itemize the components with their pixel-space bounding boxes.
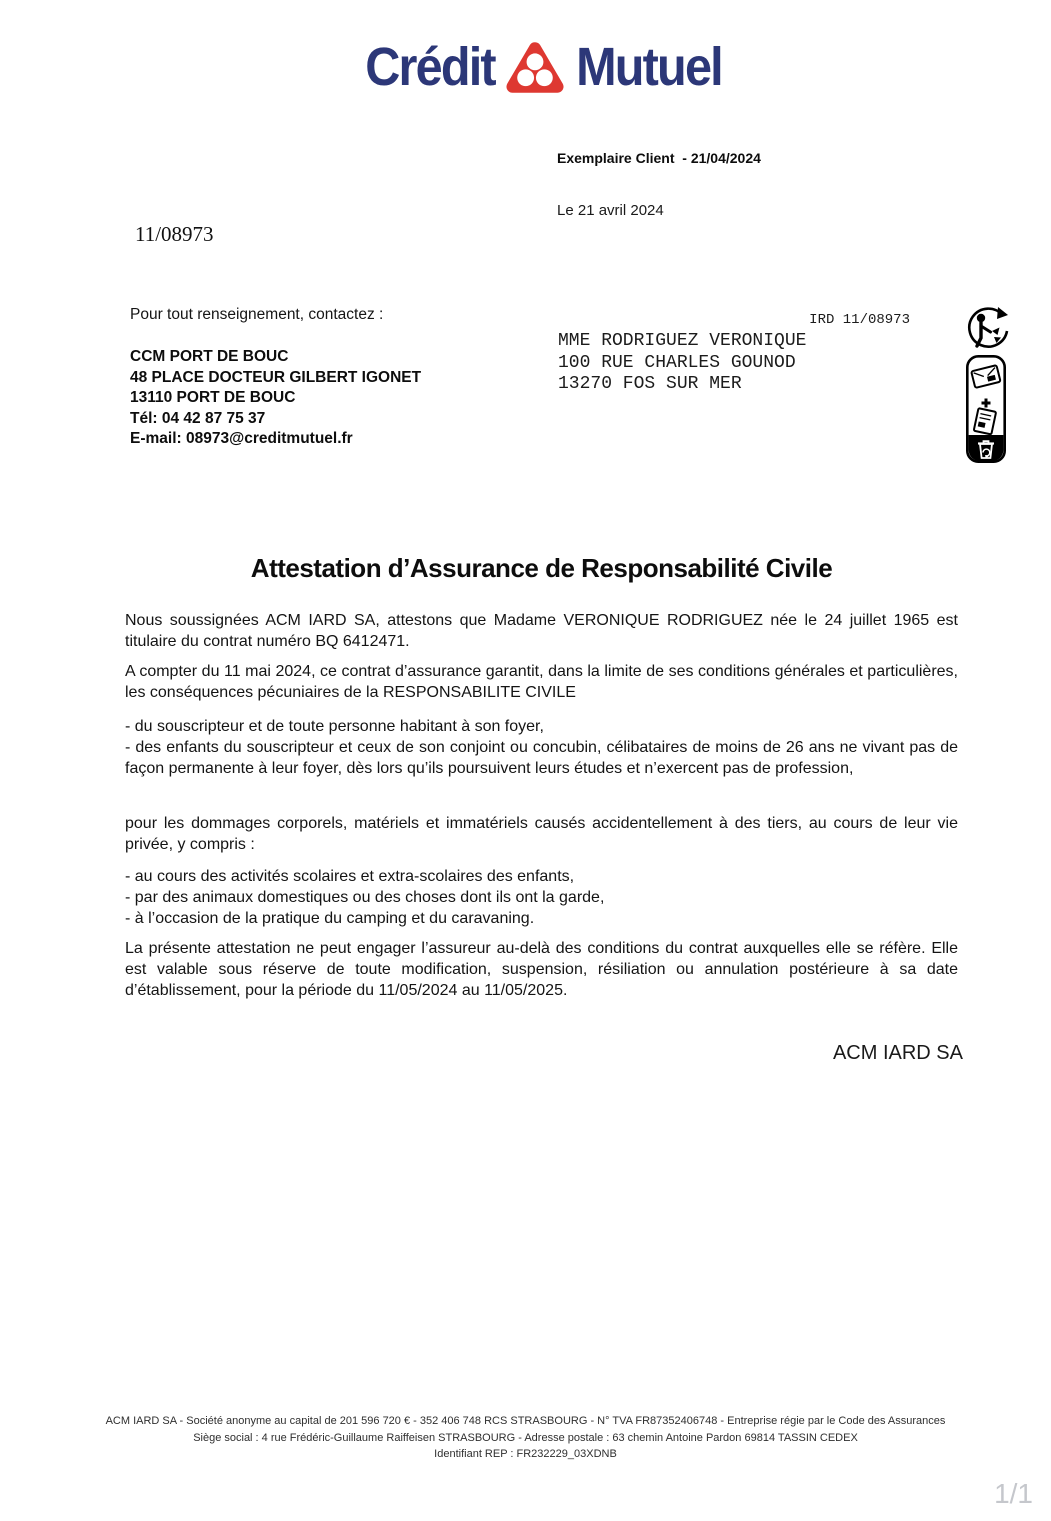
legal-footer xyxy=(0,1413,1051,1463)
document-title: Attestation d’Assurance de Responsabilité Civile xyxy=(250,553,833,583)
credit-mutuel-logo xyxy=(18,36,1051,98)
bullet-list-activities xyxy=(125,866,958,929)
logo-credit-text: Crédit xyxy=(364,37,495,97)
agency-address-line2: 13110 PORT DE BOUC xyxy=(130,389,296,406)
agency-reference-number: 11/08973 xyxy=(135,222,214,246)
paragraph-guarantee: A compter du 11 mai 2024, ce contrat d’assurance garantit, dans la limite de ses conditions générales et particulières, les conséquences pécuniaires de la RESPONSABILITE CIVILE xyxy=(125,663,958,701)
page-indicator: 1/1 xyxy=(994,1478,1033,1509)
footer-legal-line3: Identifiant REP : FR232229_03XDNB xyxy=(434,1448,617,1460)
logo-mutuel-text: Mutuel xyxy=(575,37,722,97)
footer-legal-line2: Siège social : 4 rue Frédéric-Guillaume Raiffeisen STRASBOURG - Adresse postale : 63 chemin Antoine Pardon 69814 TASSIN CEDEX xyxy=(193,1431,858,1444)
paragraph-validity: La présente attestation ne peut engager l’assureur au-delà des conditions du contrat auxquelles elle se réfère. Elle est valable sous réserve de toute modification, suspension, résiliation ou annulation postérieure à sa date d’établissement, pour la période du 11/05/2024 au 11/05/2025. xyxy=(125,940,958,999)
bullet-subscriber: - du souscripteur et de toute personne habitant à son foyer, xyxy=(125,718,544,735)
letter-date: Le 21 avril 2024 xyxy=(557,202,664,219)
recipient-city: 13270 FOS SUR MER xyxy=(558,374,742,394)
bullet-animals: - par des animaux domestiques ou des choses dont ils ont la garde, xyxy=(125,889,605,906)
recipient-name: MME RODRIGUEZ VERONIQUE xyxy=(558,331,807,351)
recycling-icons-column xyxy=(966,306,1012,463)
recipient-street: 100 RUE CHARLES GOUNOD xyxy=(558,352,796,373)
agency-email: E-mail: 08973@creditmutuel.fr xyxy=(130,430,353,447)
agency-name: CCM PORT DE BOUC xyxy=(130,348,289,365)
credit-mutuel-triangle-icon xyxy=(506,36,564,98)
paragraph-attestation-intro: Nous soussignées ACM IARD SA, attestons que Madame VERONIQUE RODRIGUEZ née le 24 juillet 1965 est titulaire du contrat numéro BQ 6412471. xyxy=(125,612,958,650)
agency-address-line1: 48 PLACE DOCTEUR GILBERT IGONET xyxy=(130,368,422,386)
contact-intro-text: Pour tout renseignement, contactez : xyxy=(130,306,384,323)
agency-phone: Tél: 04 42 87 75 37 xyxy=(130,409,266,427)
bullet-camping: - à l’occasion de la pratique du camping et du caravaning. xyxy=(125,910,535,927)
bullet-children: - des enfants du souscripteur et ceux de son conjoint ou concubin, célibataires de moins de 26 ans ne vivant pas de façon permanente à leur foyer, dès lors qu’ils poursuivent leurs études et n’exercent pas de profession, xyxy=(125,739,958,777)
triman-recycling-icon xyxy=(966,306,1010,350)
ird-reference: IRD 11/08973 xyxy=(809,312,910,328)
agency-contact-block xyxy=(130,306,421,450)
bullet-list-household xyxy=(125,716,958,779)
sorting-instructions-icon xyxy=(966,355,1006,463)
paragraph-damages: pour les dommages corporels, matériels et immatériels causés accidentellement à des tiers, au cours de leur vie privée, y compris : xyxy=(125,815,958,853)
footer-legal-line1: ACM IARD SA - Société anonyme au capital de 201 596 720 € - 352 406 748 RCS STRASBOURG - N° TVA FR87352406748 - Entreprise régie par le Code des Assurances xyxy=(105,1415,946,1427)
attestation-body xyxy=(125,610,958,1001)
copy-label: Exemplaire Client - 21/04/2024 xyxy=(557,150,761,166)
signature-company-name: ACM IARD SA xyxy=(832,1042,963,1064)
recipient-address-block xyxy=(558,312,910,396)
bullet-school-activities: - au cours des activités scolaires et extra-scolaires des enfants, xyxy=(125,868,575,885)
